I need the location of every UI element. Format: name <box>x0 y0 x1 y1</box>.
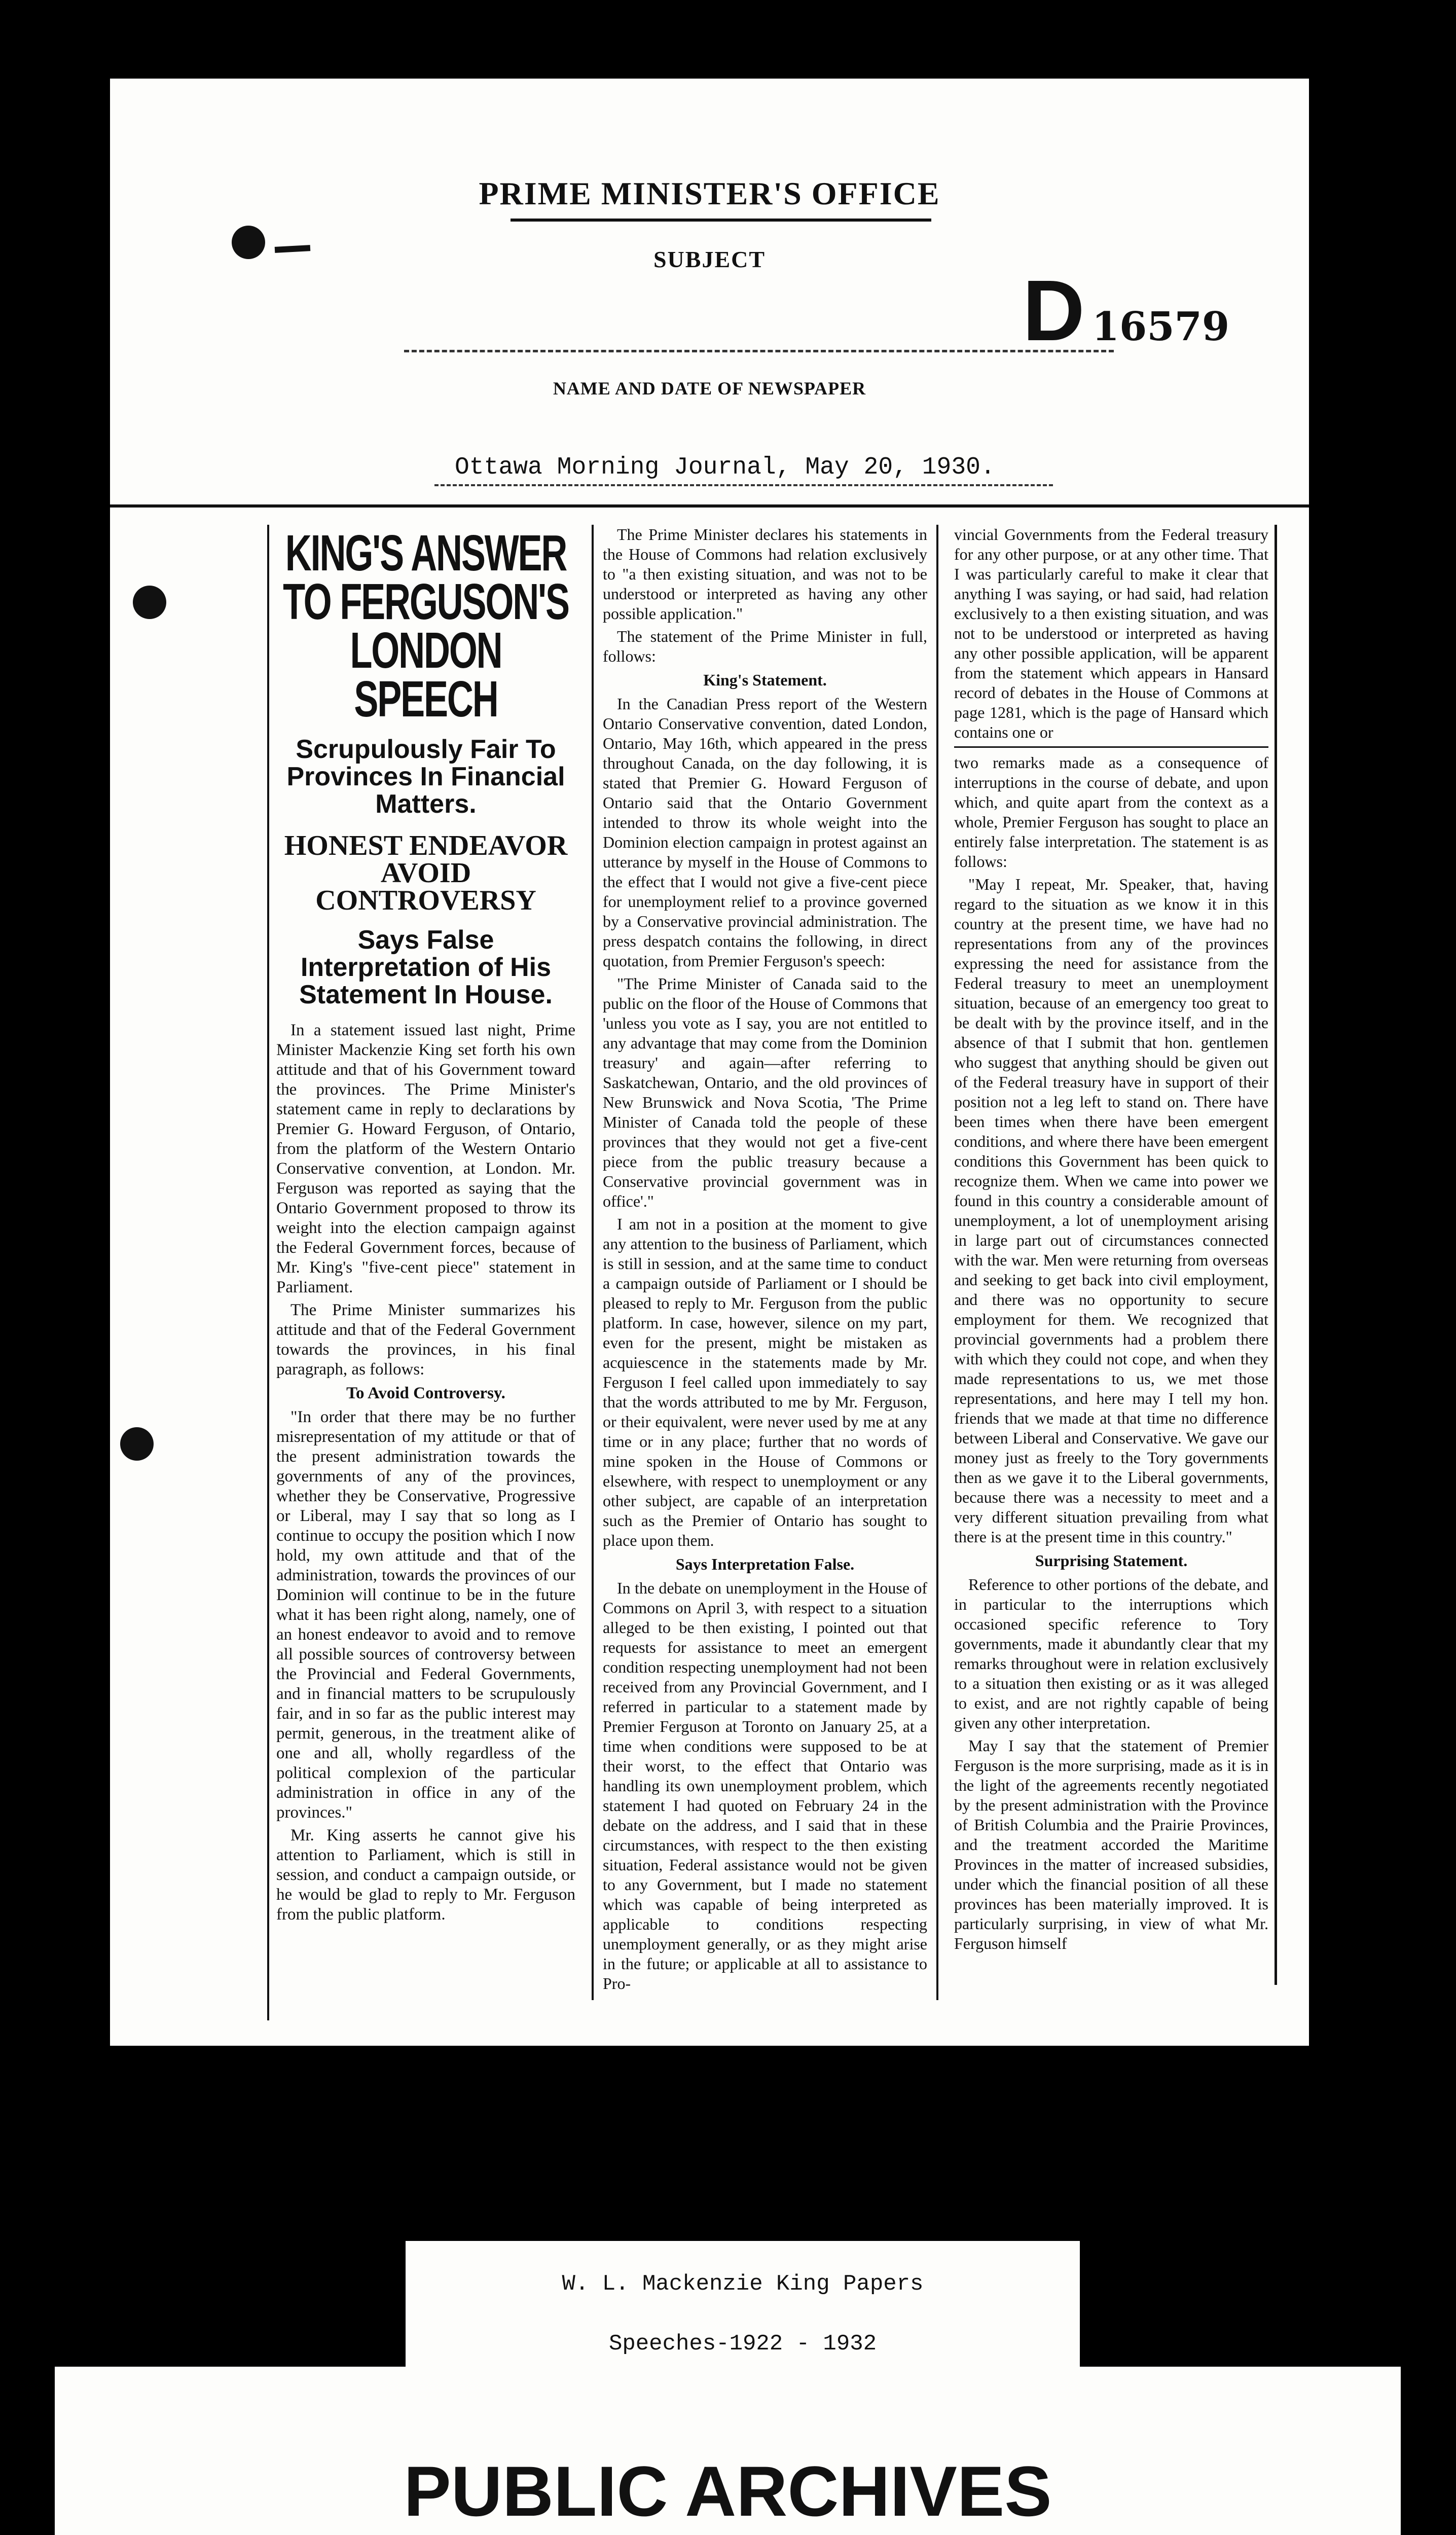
archives-card <box>55 2367 1401 2535</box>
newspaper-value: Ottawa Morning Journal, May 20, 1930. <box>455 454 995 481</box>
section-heading: Says Interpretation False. <box>675 1555 855 1573</box>
headline: KING'S ANSWER TO FERGUSON'S LONDON SPEECH <box>283 525 569 728</box>
paragraph: "In order that there may be no further misrepresentation of my attitude or that of the present administration towards the governments of any of the provinces, whether they be Conservative, Progressive or Liberal, may I say that so long as I continue to occupy the position which I now hold, my own attitude and that of the administration, towards the provinces of our Dominion will continue to be in the future what it has been right along, namely, one of an honest endeavor to avoid and to remove all possible sources of controversy between the Provincial and Federal Governments, and in financial matters to be scrupulously fair, and in so far as the public interest may permit, generous, in the treatment alike of one and all, wholly regardless of the political complexion of the particular administration in office in any of the provinces." <box>276 1408 575 1822</box>
paragraph: two remarks made as a consequence of interruptions in the course of debate, and upon which, and quite apart from the context as a whole, Premier Ferguson has sought to place an entirely false interpretation. The statement is as follows: <box>954 753 1268 871</box>
subhead-1: Scrupulously Fair To Provinces In Financial Matters. <box>286 735 565 819</box>
archives-english: PUBLIC ARCHIVES <box>404 2451 1052 2531</box>
newspaper-line <box>434 484 1053 486</box>
paragraph: "The Prime Minister of Canada said to the public on the floor of the House of Commons that 'unless you vote as I say, you are not entitled to any advantage that may come from the Dominion treasury' and again—after referring to Saskatchewan, Ontario, and the old provinces of New Brunswick and Nova Scotia, 'The Prime Minister of Canada told the people of these provinces that they would not get a five-cent piece from the public treasury because a Conservative provincial government was in office'." <box>603 974 927 1210</box>
column-break-rule <box>954 746 1268 748</box>
newspaper-clipping <box>267 525 1284 2036</box>
collection-series: Speeches-1922 - 1932 <box>608 2331 877 2357</box>
office-underline <box>511 219 931 222</box>
subhead-2: HONEST ENDEAVOR AVOID CONTROVERSY <box>284 830 568 916</box>
paragraph: Mr. King asserts he cannot give his attention to Parliament, which is still in session, and conduct a campaign outside, or he would be glad to reply to Mr. Ferguson from the public platform. <box>276 1826 575 1924</box>
subject-line <box>404 350 1114 352</box>
punch-hole <box>133 586 166 619</box>
paragraph: The Prime Minister declares his statements in the House of Commons had relation exclusively to "a then existing situation, and was not to be understood or interpreted as having any other possible application." <box>603 525 927 623</box>
document-letter: D <box>1023 263 1085 359</box>
paragraph: "May I repeat, Mr. Speaker, that, having regard to the situation as we know it in this country at the present time, we have had no representations from any of the provinces expressing the need for assistance from the Federal treasury to meet an unemployment situation, because of an emergency too great to be dealt with by the province itself, and in the absence of that I submit that hon. gentlemen who suggest that anything should be given out of the Federal treasury have in support of their position not a leg left to stand on. There have been times when there have been emergent conditions, and where there have been emergent conditions this Government has been quick to recognize them. When we came into power we found in this country a considerable amount of unemployment, a lot of unemployment arising in large part out of circumstances connected with the war. Men were returning from overseas and seeking to get back into civil employment, and there was no opportunity to secure employment for them. We recognized that provincial governments had a problem there with which they could not cope, and when they made representations to us, we met those representations, and here may I tell my hon. friends that we made at that time no difference between Liberal and Conservative. We gave our money just as freely to the Tory governments then as we gave it to the Liberal governments, because there was a necessity to meet and a very different situation prevailing from what there is at the present time in this country." <box>954 875 1268 1546</box>
subject-label: SUBJECT <box>653 246 766 272</box>
punch-hole <box>120 1427 154 1461</box>
paragraph: vincial Governments from the Federal treasury for any other purpose, or at any other time. That I was particularly careful to make it clear that anything I was saying, or had said, had relation exclusively to a then existing situation, and was not to be understood or interpreted as having any other possible application, will be apparent from the statement which appears in Hansard record of debates in the House of Commons at page 1281, which is the page of Hansard which contains one or <box>954 525 1268 741</box>
subhead-3: Says False Interpretation of His Statement In House. <box>299 925 553 1009</box>
paragraph: May I say that the statement of Premier Ferguson is the more surprising, made as it is in the light of the agreements recently negotiated by the present administration with the Province of British Columbia and the Prairie Provinces, and the treatment accorded the Maritime Provinces in the matter of increased subsidies, under which the financial position of all these provinces has been materially improved. It is particularly surprising, in view of what Mr. Ferguson himself <box>954 1736 1268 1952</box>
document-number-value: 16579 <box>1091 304 1230 350</box>
office-title: PRIME MINISTER'S OFFICE <box>479 175 940 211</box>
column-3 <box>954 525 1277 1985</box>
document-sheet <box>110 79 1309 2046</box>
paragraph: In a statement issued last night, Prime Minister Mackenzie King set forth his own attitude and that of his Government toward the provinces. The Prime Minister's statement came in reply to declarations by Premier G. Howard Ferguson, of Ontario, from the platform of the Western Ontario Conservative convention, at London. Mr. Ferguson was reported as saying that the Ontario Government proposed to throw its weight into the election campaign against the Federal Government forces, because of Mr. King's "five-cent piece" statement in Parliament. <box>276 1021 575 1296</box>
collection-name: W. L. Mackenzie King Papers <box>562 2271 924 2297</box>
paragraph: In the Canadian Press report of the Western Ontario Conservative convention, dated London, Ontario, May 16th, which appeared in the press throughout Canada, on the day following, it is stated that Premier G. Howard Ferguson of Ontario said that the Ontario Government intended to throw its whole weight into the Dominion election campaign in protest against an utterance by myself in the House of Commons to the effect that I would not give a five-cent piece for unemployment relief to a province governed by a Conservative provincial administration. The press despatch contains the following, in direct quotation, from Premier Ferguson's speech: <box>603 695 927 970</box>
section-heading: To Avoid Controversy. <box>346 1384 505 1402</box>
paragraph: I am not in a position at the moment to give any attention to the business of Parliament, which is still in session, and at the same time to conduct a campaign outside of Parliament or I should be pleased to reply to Mr. Ferguson from the public platform. In case, however, silence on my part, even for the present, might be mistaken as acquiescence in the statements made by Mr. Ferguson I feel called upon immediately to say that the words attributed to me by Mr. Ferguson, or their equivalent, were never used by me at any time or in any place; further that no words of mine spoken in the House of Commons or elsewhere, with respect to unemployment or any other subject, are capable of an interpretation such as the Premier of Ontario has sought to place upon them. <box>603 1215 927 1549</box>
section-heading: Surprising Statement. <box>1035 1551 1188 1570</box>
header-rule <box>110 504 1309 508</box>
paragraph: The Prime Minister summarizes his attitude and that of the Federal Government towards the provinces, in his final paragraph, as follows: <box>276 1301 575 1379</box>
newspaper-label: NAME AND DATE OF NEWSPAPER <box>553 378 866 399</box>
document-number <box>1023 261 1229 360</box>
paragraph: In the debate on unemployment in the House of Commons on April 3, with respect to a situation alleged to be then existing, I pointed out that requests for assistance to meet an emergent condition respecting unemployment had not been received from any Provincial Government, and I referred in particular to a statement made by Premier Ferguson at Toronto on January 25, at a time when conditions were supposed to be at their worst, to the effect that Ontario was handling its own unemployment problem, which statement I had quoted on February 24 in the debate on the address, and I said that in these circumstances, with respect to the then existing situation, Federal assistance would not be given to any Government, but I made no statement which was capable of being interpreted as applicable to conditions respecting unemployment generally, or as they might arise in the future; or applicable at all to assistance to Pro- <box>603 1579 927 1993</box>
section-heading: King's Statement. <box>703 671 827 689</box>
paragraph: Reference to other portions of the debate, and in particular to the interruptions which occasioned specific reference to Tory governments, made it abundantly clear that my remarks throughout were in relation exclusively to a situation then existing or as it was alleged to exist, and are not rightly capable of being given any other interpretation. <box>954 1575 1268 1732</box>
column-1 <box>267 525 575 2020</box>
paragraph: The statement of the Prime Minister in full, follows: <box>603 627 927 665</box>
column-2 <box>592 525 938 2000</box>
